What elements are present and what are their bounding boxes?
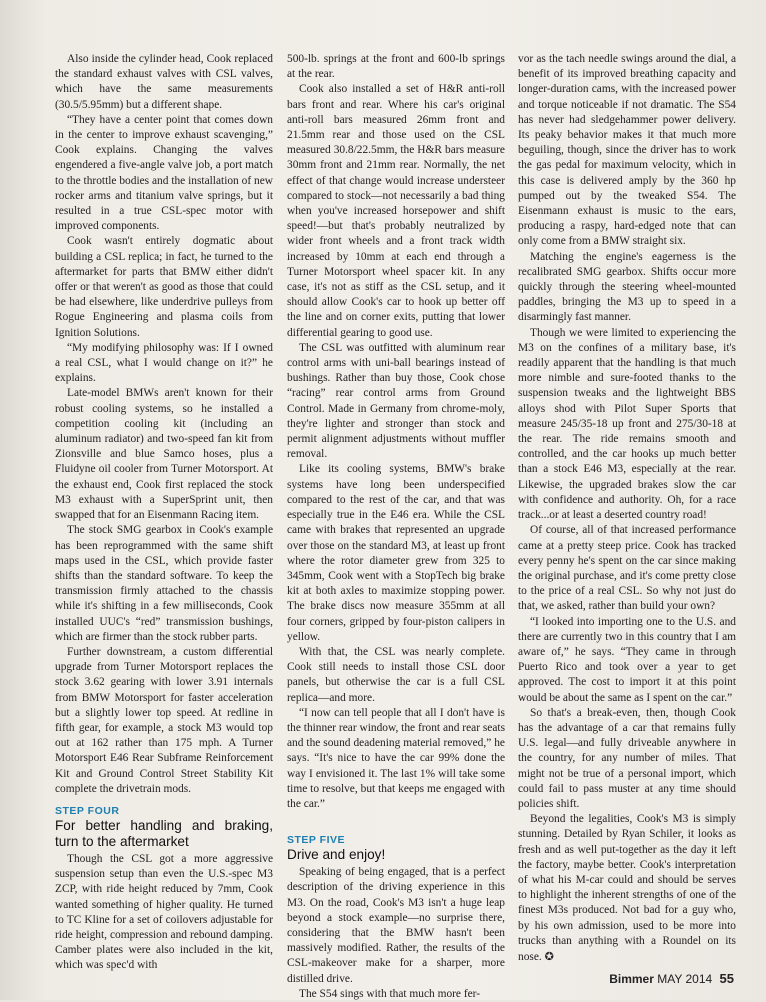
paragraph: “My modifying philosophy was: If I owned a real CSL, what I would change on it?” he explains.: [55, 341, 273, 385]
paragraph: Cook also installed a set of H&R anti-roll bars front and rear. Where his car's original anti-roll bars measured 26mm front and 21.5mm rear and those used on the CSL measured 30.8/22.5mm, the H&R bars measure 30mm front and 21mm rear. Normally, the net effect of that change would increase understeer compared to stock—not necessarily a bad thing when you've increased horsepower and shift speed!—but that's probably neutralized by wider front wheels and a front track width increased by 10mm at each end through a Turner Motorsport wheel spacer kit. In any case, it's not as stiff as the CSL setup, and it should allow Cook's car to hook up better off the line and on corner exits, putting that lower differential gearing to good use.: [287, 83, 505, 339]
paragraph-text: Beyond the legalities, Cook's M3 is simply stunning. Detailed by Ryan Schiler, it looks as fresh and as well put-together as the day it left the factory, maybe better. Cook's interpretation of what his M-car could and should be serves to highlight the inherent strengths of one of the finest M3s produced. Not bad for a guy who, by his own admission, used to be more into trucks than anything with a Roundel on its nose.: [518, 813, 736, 963]
step-five-heading: Drive and enjoy!: [287, 847, 386, 863]
paragraph: Though the CSL got a more aggressive suspension setup than even the U.S.-spec M3 ZCP, with ride height reduced by 7mm, Cook wanted something of higher quality. He turned to TC Kline for a set of coilovers adjustable for ride height, compression and rebound damping. Camber plates were also included in the kit, which was spec'd with: [55, 852, 273, 972]
paragraph: So that's a break-even, then, though Cook has the advantage of a car that remains fully U.S. legal—and fully driveable anywhere in the country, for any number of miles. That might not be true of a personal import, which could fail to pass muster at any time should policies shift.: [518, 706, 736, 810]
column-3: [518, 52, 736, 965]
paragraph: Like its cooling systems, BMW's brake systems have long been underspecified compared to the rest of the car, and that was especially true in the E46 era. While the CSL came with brakes that represented an upgrade over those on the standard M3, at least up front where the rotor diameter grew from 325 to 345mm, Cook went with a StopTech big brake kit at both axles to maximize stopping power. The brake discs now measure 355mm at all four corners, gripped by four-piston calipers in yellow.: [287, 463, 505, 643]
paragraph: The CSL was outfitted with aluminum rear control arms with uni-ball bearings instead of bushings. Rather than buy those, Cook chose “racing” rear control arms from Ground Control. Made in Germany from chrome-moly, they're lighter and stronger than stock and permit alignment adjustments without muffler removal.: [287, 341, 505, 461]
issue-date: MAY 2014: [657, 972, 713, 986]
paragraph: “They have a center point that comes down in the center to improve exhaust scavenging,” Cook explains. Changing the valves engendered a five-angle valve job, a port match to the throttle bodies and the installation of new rocker arms and titanium valve springs, but it resulted in a true CSL-spec motor with improved components.: [55, 113, 273, 233]
step-five-label: STEP FIVE: [287, 834, 345, 847]
paragraph: vor as the tach needle swings around the dial, a benefit of its improved breathing capacity and longer-duration cams, with the increased power and torque noticeable if not dramatic. The S54 has never had sledgehammer power delivery. Its peaky behavior makes it that much more beguiling, though, since the driver has to work the gas pedal for maximum velocity, which in this case is delivered amply by the 360 hp pumped out by the tweaked S54. The Eisenmann exhaust is music to the ears, producing a raspy, hard-edged note that can only come from a BMW straight six.: [518, 53, 736, 248]
paragraph: The S54 sings with that much more fer-: [299, 987, 481, 1000]
page-footer: [609, 971, 734, 986]
magazine-name: Bimmer: [609, 972, 654, 986]
paragraph: [518, 812, 736, 965]
paragraph: Matching the engine's eagerness is the recalibrated SMG gearbox. Shifts occur more quickly through the steering wheel-mounted paddles, bringing the M3 up to speed in a disarmingly fast manner.: [518, 250, 736, 324]
paragraph: Of course, all of that increased performance came at a pretty steep price. Cook has tracked every penny he's spent on the car since making the original purchase, and it's come pretty close to the price of a real CSL. So why not just do that, we asked, rather than build your own?: [518, 524, 736, 613]
paragraph: Speaking of being engaged, that is a perfect description of the driving experience in this M3. On the road, Cook's M3 isn't a huge leap beyond a stock example—no surprise there, considering that the BMW hasn't been massively modified. Rather, the results of the CSL-makeover make for a sharper, more distilled drive.: [287, 866, 505, 985]
column-1: [55, 52, 273, 974]
page-number: 55: [719, 971, 734, 986]
paragraph: Also inside the cylinder head, Cook replaced the standard exhaust valves with CSL valves, which have the same measurements (30.5/5.95mm) but a different shape.: [55, 53, 273, 111]
paragraph: Further downstream, a custom differential upgrade from Turner Motorsport replaces the stock 3.62 gearing with lower 3.91 internals from BMW Motorsport for faster acceleration but a slightly lower top speed. At redline in fifth gear, for example, a stock M3 would top out at 162 rather than 175 mph. A Turner Motorsport E46 Rear Subframe Reinforcement Kit and Ground Control Street Stability Kit complete the drivetrain mods.: [55, 645, 273, 795]
paragraph: “I now can tell people that all I don't have is the thinner rear window, the front and rear seats and the sound deadening material removed,” he says. “It's nice to have the car 99% done the way I envisioned it. The last 1% will take some time to resolve, but that keeps me engaged with the car.”: [287, 706, 505, 810]
paragraph: Late-model BMWs aren't known for their robust cooling systems, so he installed a competition cooling kit (including an aluminum radiator) and two-speed fan kit from Zionsville and blue Samco hoses, plus a Fluidyne oil cooler from Turner Motorsport. At the exhaust end, Cook first replaced the stock M3 exhaust with a SuperSprint unit, then swapped that for an Eisenmann Racing item.: [55, 387, 273, 522]
column-2: [287, 52, 505, 1002]
paragraph: Though we were limited to experiencing the M3 on the confines of a military base, it's readily apparent that the handling is that much more nimble and sure-footed thanks to the suspension tweaks and the lightweight BBS alloys shod with Pilot Super Sports that measure 245/35-18 up front and 275/30-18 at the rear. The ride remains smooth and controlled, and the car hooks up much better than a stock E46 M3, especially at the rear. Likewise, the upgraded brakes slow the car with confidence and authority. Oh, for a race track...or at least a deserted country road!: [518, 326, 736, 522]
paragraph: The stock SMG gearbox in Cook's example has been reprogrammed with the same shift maps used in the CSL, which provide faster shifts than the standard software. To keep the transmission firmly attached to the chassis while it's shifting in a few milliseconds, Cook installed UUC's “red” transmission bushings, which are firmer than the stock rubber parts.: [55, 524, 273, 643]
step-four-label: STEP FOUR: [55, 804, 120, 817]
step-four-heading: For better handling and braking, turn to the aftermarket: [55, 817, 273, 849]
paragraph: 500-lb. springs at the front and 600-lb springs at the rear.: [287, 53, 505, 81]
paragraph: Cook wasn't entirely dogmatic about building a CSL replica; in fact, he turned to the aftermarket for parts that BMW either didn't offer or that weren't as good as those that could be had elsewhere, like underdrive pulleys from Rogue Engineering and plasma coils from Ignition Solutions.: [55, 235, 273, 339]
end-of-story-icon: ✪: [544, 949, 554, 963]
paragraph: “I looked into importing one to the U.S. and there are currently two in this country that I am aware of,” he says. “They came in through Puerto Rico and took over a year to get approved. The cost to import it at this point would be about the same as I spent on the car.”: [518, 615, 736, 704]
paragraph: With that, the CSL was nearly complete. Cook still needs to install those CSL door panels, but otherwise the car is a full CSL replica—and more.: [287, 645, 505, 704]
